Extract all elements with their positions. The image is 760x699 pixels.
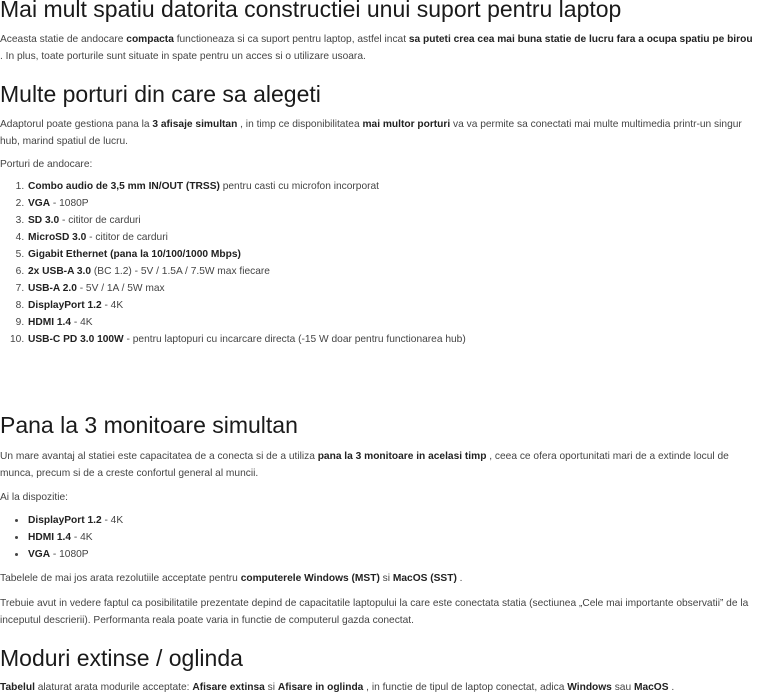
list-item: 7. USB-A 2.0 - 5V / 1A / 5W max [27,280,466,297]
paragraph-resolutions: Tabelele de mai jos arata rezolutiile acceptate pentru computerele Windows (MST) si MacOS (SST) . [0,573,463,584]
outputs-list-intro: Ai la dispozitie: [0,492,68,503]
list-item: 8. DisplayPort 1.2 - 4K [27,297,466,314]
ports-list [0,178,466,348]
list-item: 4. MicroSD 3.0 - cititor de carduri [27,229,466,246]
list-item: 5. Gigabit Ethernet (pana la 10/100/1000 Mbps) [27,246,466,263]
list-item: 3. SD 3.0 - cititor de carduri [27,212,466,229]
heading-monitors: Pana la 3 monitoare simultan [0,412,298,438]
list-item: • DisplayPort 1.2 - 4K [27,512,123,529]
paragraph-ports: Adaptorul poate gestiona pana la 3 afisaje simultan , in timp ce disponibilitatea mai multor porturi va va permite sa conectati mai multe multimedia printr-un singur hub, marind spatiul de lucru. [0,119,742,147]
list-item: 6. 2x USB-A 3.0 (BC 1.2) - 5V / 1.5A / 7.5W max fiecare [27,263,466,280]
list-item: 2. VGA - 1080P [27,195,466,212]
paragraph-laptop-stand: Aceasta statie de andocare compacta functioneaza si ca suport pentru laptop, astfel incat sa puteti crea cea mai buna statie de lucru fara a ocupa spatiu pe birou . In plus, toate porturile sunt situate in spate pentru un acces si o utilizare usoara. [0,34,753,62]
ports-list-intro: Porturi de andocare: [0,159,93,170]
list-item: 10. USB-C PD 3.0 100W - pentru laptopuri cu incarcare directa (-15 W doar pentru functionarea hub) [27,331,466,348]
list-item: 9. HDMI 1.4 - 4K [27,314,466,331]
heading-ports: Multe porturi din care sa alegeti [0,81,321,107]
list-item: • VGA - 1080P [27,546,123,563]
outputs-list [0,512,123,563]
list-item: • HDMI 1.4 - 4K [27,529,123,546]
paragraph-performance-note: Trebuie avut in vedere faptul ca posibilitatile prezentate depind de capacitatile laptopului la care este conectata statia (sectiunea „Cele mai importante observatii” de la inceputul descrierii). Performanta reala poate varia in functie de computerul gazda conectat. [0,598,749,626]
list-item: 1. Combo audio de 3,5 mm IN/OUT (TRSS) pentru casti cu microfon incorporat [27,178,466,195]
paragraph-monitors: Un mare avantaj al statiei este capacitatea de a conecta si de a utiliza pana la 3 monitoare in acelasi timp , ceea ce ofera oportunitati mari de a extinde locul de munca, precum si de a creste confortul general al muncii. [0,451,729,479]
heading-laptop-stand: Mai mult spatiu datorita constructiei unui suport pentru laptop [0,0,622,22]
paragraph-display-modes: Tabelul alaturat arata modurile acceptate: Afisare extinsa si Afisare in oglinda , in functie de tipul de laptop conectat, adica Windows sau MacOS . [0,682,675,693]
heading-display-modes: Moduri extinse / oglinda [0,645,243,671]
